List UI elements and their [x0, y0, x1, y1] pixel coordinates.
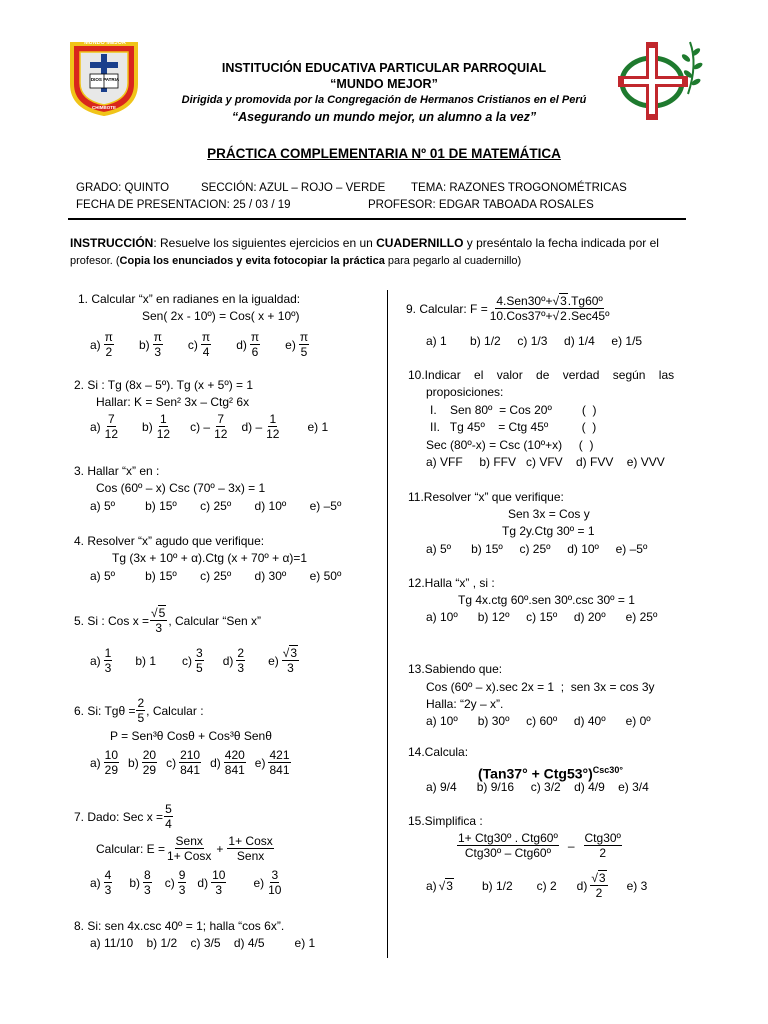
school-name: INSTITUCIÓN EDUCATIVA PARTICULAR PARROQUIAL — [221, 61, 547, 75]
instruction-bold: CUADERNILLO — [376, 236, 464, 250]
q5-option-b: b) 1 — [135, 653, 157, 668]
grade: GRADO: QUINTO — [76, 182, 170, 194]
q5-option-a: a) 1 3 — [90, 646, 112, 675]
header-divider — [68, 218, 686, 220]
q4-statement: 4. Resolver “x” agudo que verifique: — [74, 534, 265, 548]
q15-fraction-2: Ctg30º 2 — [584, 831, 621, 860]
q12-options: a) 10º b) 12º c) 15º d) 20º e) 25º — [426, 610, 658, 624]
q6-option-e: e) 421 841 — [254, 748, 290, 777]
instruction-text: : Resuelve los siguientes ejercicios en un — [153, 236, 377, 250]
q12-statement: 12.Halla “x” , si : — [408, 576, 495, 590]
q7-fraction-1: Senx 1+ Cosx — [167, 834, 212, 863]
instruction-text-3: profesor. ( — [70, 255, 120, 267]
q7-fraction: $\frac{5}{4}$ — [165, 802, 172, 831]
q15-option-d: d) √3 2 — [576, 871, 606, 900]
q7-fraction-2: 1+ Cosx Senx — [228, 834, 273, 863]
q7-options — [90, 868, 295, 897]
q10-options: a) VFF b) FFV c) VFV d) FVV e) VVV — [426, 455, 665, 469]
q2-statement: 2. Si : Tg (8x – 5º). Tg (x + 5º) = 1 — [74, 378, 254, 392]
school-brand: “MUNDO MEJOR” — [330, 77, 438, 91]
q5-option-c: c) 3 5 — [182, 646, 203, 675]
instruction — [70, 235, 659, 251]
q7-option-d: d) 10 3 — [197, 868, 226, 897]
q6-equation: P = Sen³θ Cosθ + Cos³θ Senθ — [110, 729, 272, 743]
school-line: Dirigida y promovida por la Congregación de Hermanos Cristianos en el Perú — [181, 94, 587, 106]
q4-equation: Tg (3x + 10º + α).Ctg (x + 70º + α)=1 — [112, 551, 308, 565]
q15-options — [426, 871, 659, 900]
q7-option-c: c) 9 3 — [164, 868, 186, 897]
column-divider — [387, 290, 388, 958]
q15-expression — [456, 831, 623, 860]
q14-statement: 14.Calcula: — [408, 745, 469, 759]
q3-options: a) 5º b) 15º c) 25º d) 10º e) –5º — [90, 499, 342, 513]
q14-base: (Tan37° + Ctg53°) — [478, 765, 593, 782]
instruction-text-2: y preséntalo la fecha indicada por el — [463, 236, 659, 250]
q13-options: a) 10º b) 30º c) 60º d) 40º e) 0º — [426, 714, 651, 728]
section: SECCIÓN: AZUL – ROJO – VERDE — [201, 182, 386, 194]
q7-calc-label: Calcular: E = — [96, 841, 166, 856]
q6-text-2: , Calcular : — [146, 703, 204, 718]
q2-option-c: c) – 7 12 — [190, 412, 228, 441]
q15-option-b: b) 1/2 — [481, 878, 513, 893]
q1-option-b: b) π 3 — [138, 330, 162, 359]
topic: TEMA: RAZONES TROGONOMÉTRICAS — [411, 182, 627, 194]
q8-options: a) 11/10 b) 1/2 c) 3/5 d) 4/5 e) 1 — [90, 936, 316, 950]
q6-text: 6. Si: Tgθ = — [74, 703, 136, 718]
shield-book-text: DIOS PATRIA — [90, 77, 120, 82]
q9-text: 9. Calcular: F = — [406, 301, 488, 316]
teacher: PROFESOR: EDGAR TABOADA ROSALES — [368, 199, 594, 211]
q11-equation-1: Sen 3x = Cos y — [508, 507, 590, 521]
instruction-bold-2: Copia los enunciados y evita fotocopiar la práctica — [119, 255, 385, 267]
q2-option-a: a) 7 12 — [90, 412, 119, 441]
q7-expression — [96, 834, 275, 863]
page-title: PRÁCTICA COMPLEMENTARIA Nº 01 DE MATEMÁTICA — [207, 146, 561, 161]
q7-text: 7. Dado: Sec x = — [74, 809, 164, 824]
q10-prop-3: Sec (80º-x) = Csc (10º+x) ( ) — [426, 438, 594, 452]
q14-options: a) 9/4 b) 9/16 c) 3/2 d) 4/9 e) 3/4 — [426, 780, 649, 794]
q8-statement: 8. Si: sen 4x.csc 40º = 1; halla “cos 6x”. — [74, 919, 285, 933]
q4-options: a) 5º b) 15º c) 25º d) 30º e) 50º — [90, 569, 342, 583]
q3-equation: Cos (60º – x) Csc (70º – 3x) = 1 — [96, 481, 266, 495]
q15-option-a: a) √ 3 — [426, 878, 453, 893]
q2-equation: Hallar: K = Sen² 3x – Ctg² 6x — [96, 395, 250, 409]
q10-statement-2: proposiciones: — [426, 385, 504, 399]
q12-equation: Tg 4x.ctg 60º.sen 30º.csc 30º = 1 — [458, 593, 635, 607]
q5-option-e: e) √3 3 — [268, 646, 298, 675]
q5-fraction: $\frac{√5}{3}$ — [151, 606, 166, 635]
q6-option-d: d) 420 841 — [210, 748, 245, 777]
instruction-line-2 — [70, 253, 521, 269]
q7-statement — [74, 802, 174, 831]
q3-statement: 3. Hallar “x” en : — [74, 464, 160, 478]
q15-option-c: c) 2 — [536, 878, 557, 893]
q10-prop-1: I. Sen 80º = Cos 20º ( ) — [430, 403, 597, 417]
q5-text: 5. Si : Cos x = — [74, 613, 150, 628]
q7-option-a: a) 4 3 — [90, 868, 112, 897]
q13-equation-1: Cos (60º – x).sec 2x = 1 ; sen 3x = cos 3y — [426, 680, 655, 694]
q2-option-b: b) 1 12 — [142, 412, 171, 441]
q10-prop-2: II. Tg 45º = Ctg 45º ( ) — [430, 420, 597, 434]
q2-option-e: e) 1 — [307, 419, 329, 434]
shield-top-text: MUNDO MEJOR — [84, 40, 126, 46]
q1-statement: 1. Calcular “x” en radianes en la igualdad: — [78, 292, 301, 306]
q7-option-b: b) 8 3 — [129, 868, 151, 897]
q9-options: a) 1 b) 1/2 c) 1/3 d) 1/4 e) 1/5 — [426, 334, 643, 348]
q11-options: a) 5º b) 15º c) 25º d) 10º e) –5º — [426, 542, 648, 556]
q6-option-c: c) 210 841 — [166, 748, 201, 777]
q5-options — [90, 646, 312, 675]
q1-options — [90, 330, 322, 359]
instruction-text-4: para pegarlo al cuadernillo) — [384, 255, 522, 267]
q15-minus: – — [567, 838, 575, 853]
q6-statement — [74, 696, 204, 725]
q15-fraction-1: 1+ Ctg30º . Ctg60º Ctg30º – Ctg60º — [458, 831, 558, 860]
q6-option-a: a) 10 29 — [90, 748, 119, 777]
q6-options — [90, 748, 300, 777]
q7-option-e: e) 3 10 — [253, 868, 282, 897]
q13-statement: 13.Sabiendo que: — [408, 662, 503, 676]
q11-statement: 11.Resolver “x” que verifique: — [408, 490, 564, 504]
school-motto: “Asegurando un mundo mejor, un alumno a la vez” — [231, 110, 537, 124]
q5-option-d: d) 2 3 — [222, 646, 245, 675]
q14-exponent: Csc30° — [592, 765, 623, 775]
q1-option-d: d) π 6 — [236, 330, 260, 359]
instruction-label: INSTRUCCIÓN — [70, 236, 154, 250]
q6-fraction: $\frac{2}{5}$ — [137, 696, 145, 725]
q1-option-e: e) π 5 — [285, 330, 309, 359]
due-date: FECHA DE PRESENTACION: 25 / 03 / 19 — [76, 199, 291, 211]
q6-option-b: b) 20 29 — [128, 748, 157, 777]
q9-statement — [406, 294, 612, 323]
q1-option-a: a) π 2 — [90, 330, 113, 359]
q2-option-d: d) – 1 12 — [241, 412, 280, 441]
q13-equation-2: Halla: “2y – x”. — [426, 697, 504, 711]
q1-equation: Sen( 2x - 10º) = Cos( x + 10º) — [142, 309, 300, 323]
q11-equation-2: Tg 2y.Ctg 30º = 1 — [502, 524, 595, 538]
shield-bottom-text: CHIMBOTE — [92, 105, 116, 110]
q10-statement: 10.Indicar el valor de verdad según las — [408, 368, 675, 382]
q1-option-c: c) π 4 — [187, 330, 211, 359]
q15-statement: 15.Simplifica : — [408, 814, 483, 828]
q15-option-e: e) 3 — [626, 878, 648, 893]
q2-options — [90, 412, 340, 441]
q7-plus: + — [216, 841, 224, 856]
q5-statement — [74, 606, 261, 635]
q5-text-2: , Calcular “Sen x” — [168, 613, 262, 628]
q9-fraction: 4.Sen30º+√3.Tg60º 10.Cos37º+√2.Sec45º — [489, 294, 610, 323]
